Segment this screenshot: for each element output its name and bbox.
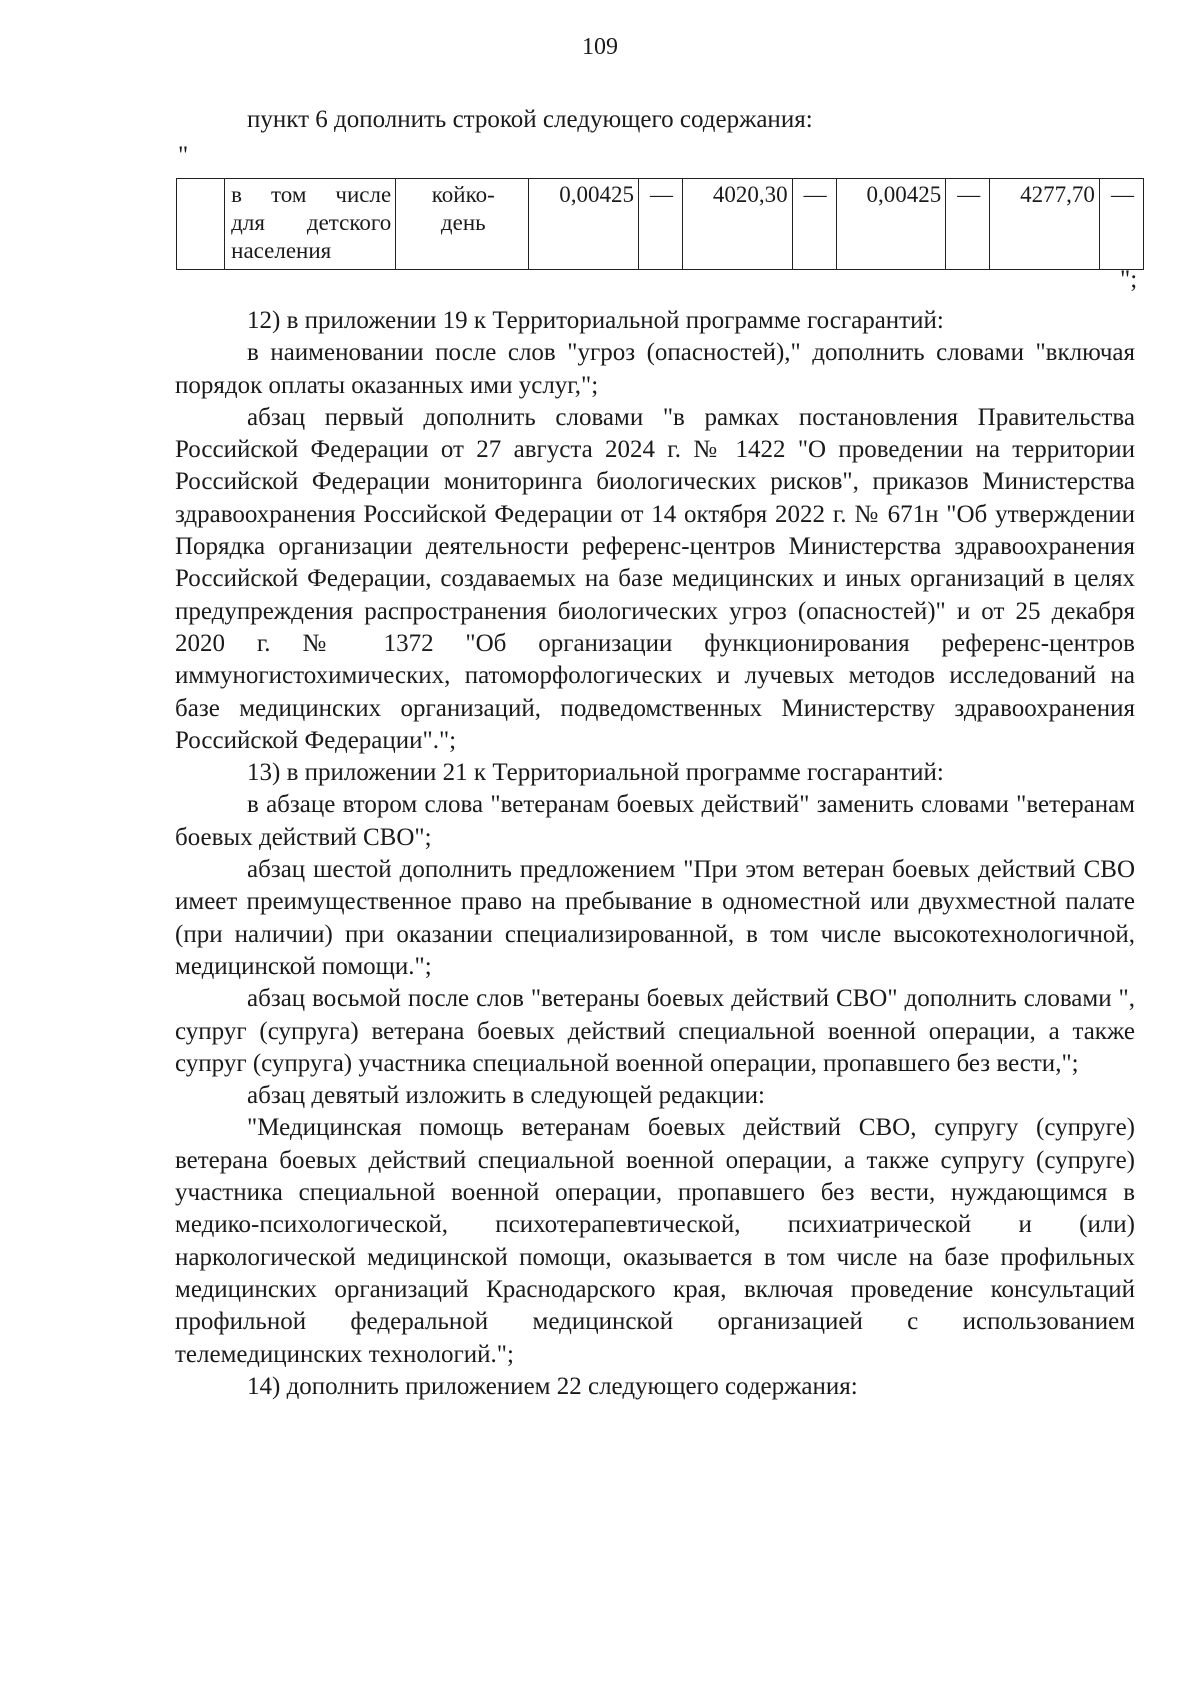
- cell-value-2: 4020,30: [683, 179, 793, 270]
- cell-value-4: 4277,70: [990, 179, 1100, 270]
- cell-dash-4: —: [1099, 179, 1143, 270]
- paragraph: "Медицинская помощь ветеранам боевых действий СВО, супругу (супруге) ветерана боевых действий специальной военной операции, а также супругу (супруге) участника специальной военной операции, пропавшего без вести, нуждающимся в медико-психологической, психотерапевтической, психиатрической и (или) наркологической медицинской помощи, оказывается в том числе на базе профильных медицинских организаций Краснодарского края, включая проведение консультаций профильной федеральной медицинской организацией с использованием телемедицинских технологий.";: [175, 1114, 1135, 1368]
- paragraph: абзац восьмой после слов "ветераны боевых действий СВО" дополнить словами ", супруг (супруга) ветерана боевых действий специальной военной операции, а также супруг (супруга) участника специальной военной операции, пропавшего без вести,";: [175, 985, 1135, 1077]
- paragraph: 12) в приложении 19 к Территориальной программе госгарантий:: [247, 307, 944, 334]
- opening-quote: ": [178, 142, 189, 169]
- paragraph: в наименовании после слов "угроз (опасностей)," дополнить словами "включая порядок оплаты оказанных ими услуг,";: [175, 339, 1135, 399]
- page-number: 109: [582, 34, 618, 60]
- cell-value-3: 0,00425: [836, 179, 946, 270]
- paragraph: 13) в приложении 21 к Территориальной программе госгарантий:: [247, 759, 944, 787]
- cell-unit-line: койко-: [431, 182, 495, 207]
- intro-text: пункт 6 дополнить строкой следующего содержания:: [247, 106, 813, 133]
- paragraph: абзац шестой дополнить предложением "При этом ветеран боевых действий СВО имеет преимущественное право на пребывание в одноместной или двухместной палате (при наличии) при оказании специализированной, в том числе высокотехнологичной, медицинской помощи.";: [175, 856, 1135, 980]
- cell-name-line: для детского: [231, 210, 392, 235]
- cell-value-1: 0,00425: [529, 179, 639, 270]
- paragraph: в абзаце втором слова "ветеранам боевых действий" заменить словами "ветеранам боевых действий СВО";: [175, 791, 1135, 851]
- cell-dash-2: —: [792, 179, 836, 270]
- cell-dash-3: —: [946, 179, 990, 270]
- cell-dash-1: —: [638, 179, 682, 270]
- table-row: [177, 179, 1144, 270]
- cell-name-line: в том числе: [231, 182, 392, 207]
- cell-name-line: населения: [231, 238, 332, 263]
- cell-number: [177, 179, 225, 270]
- document-body: [175, 305, 1135, 1403]
- paragraph: абзац девятый изложить в следующей редакции:: [247, 1082, 765, 1110]
- insert-table: [176, 178, 1144, 270]
- paragraph: абзац первый дополнить словами "в рамках постановления Правительства Российской Федерации от 27 августа 2024 г. № 1422 "О проведении на территории Российской Федерации мониторинга биологических рисков", приказов Министерства здравоохранения Российской Федерации от 14 октября 2022 г. № 671н "Об утверждении Порядка организации деятельности референс-центров Министерства здравоохранения Российской Федерации, создаваемых на базе медицинских и иных организаций в целях предупреждения распространения биологических угроз (опасностей)" и от 25 декабря 2020 г. № 1372 "Об организации функционирования референс-центров иммуногистохимических, патоморфологических и лучевых методов исследований на базе медицинских организаций, подведомственных Министерству здравоохранения Российской Федерации".";: [175, 403, 1135, 754]
- cell-unit: [396, 179, 529, 270]
- closing-quote: ";: [1120, 266, 1138, 293]
- intro-paragraph: [175, 104, 1135, 136]
- cell-unit-line: день: [440, 210, 486, 235]
- cell-name: [225, 179, 396, 270]
- paragraph: 14) дополнить приложением 22 следующего содержания:: [247, 1372, 858, 1400]
